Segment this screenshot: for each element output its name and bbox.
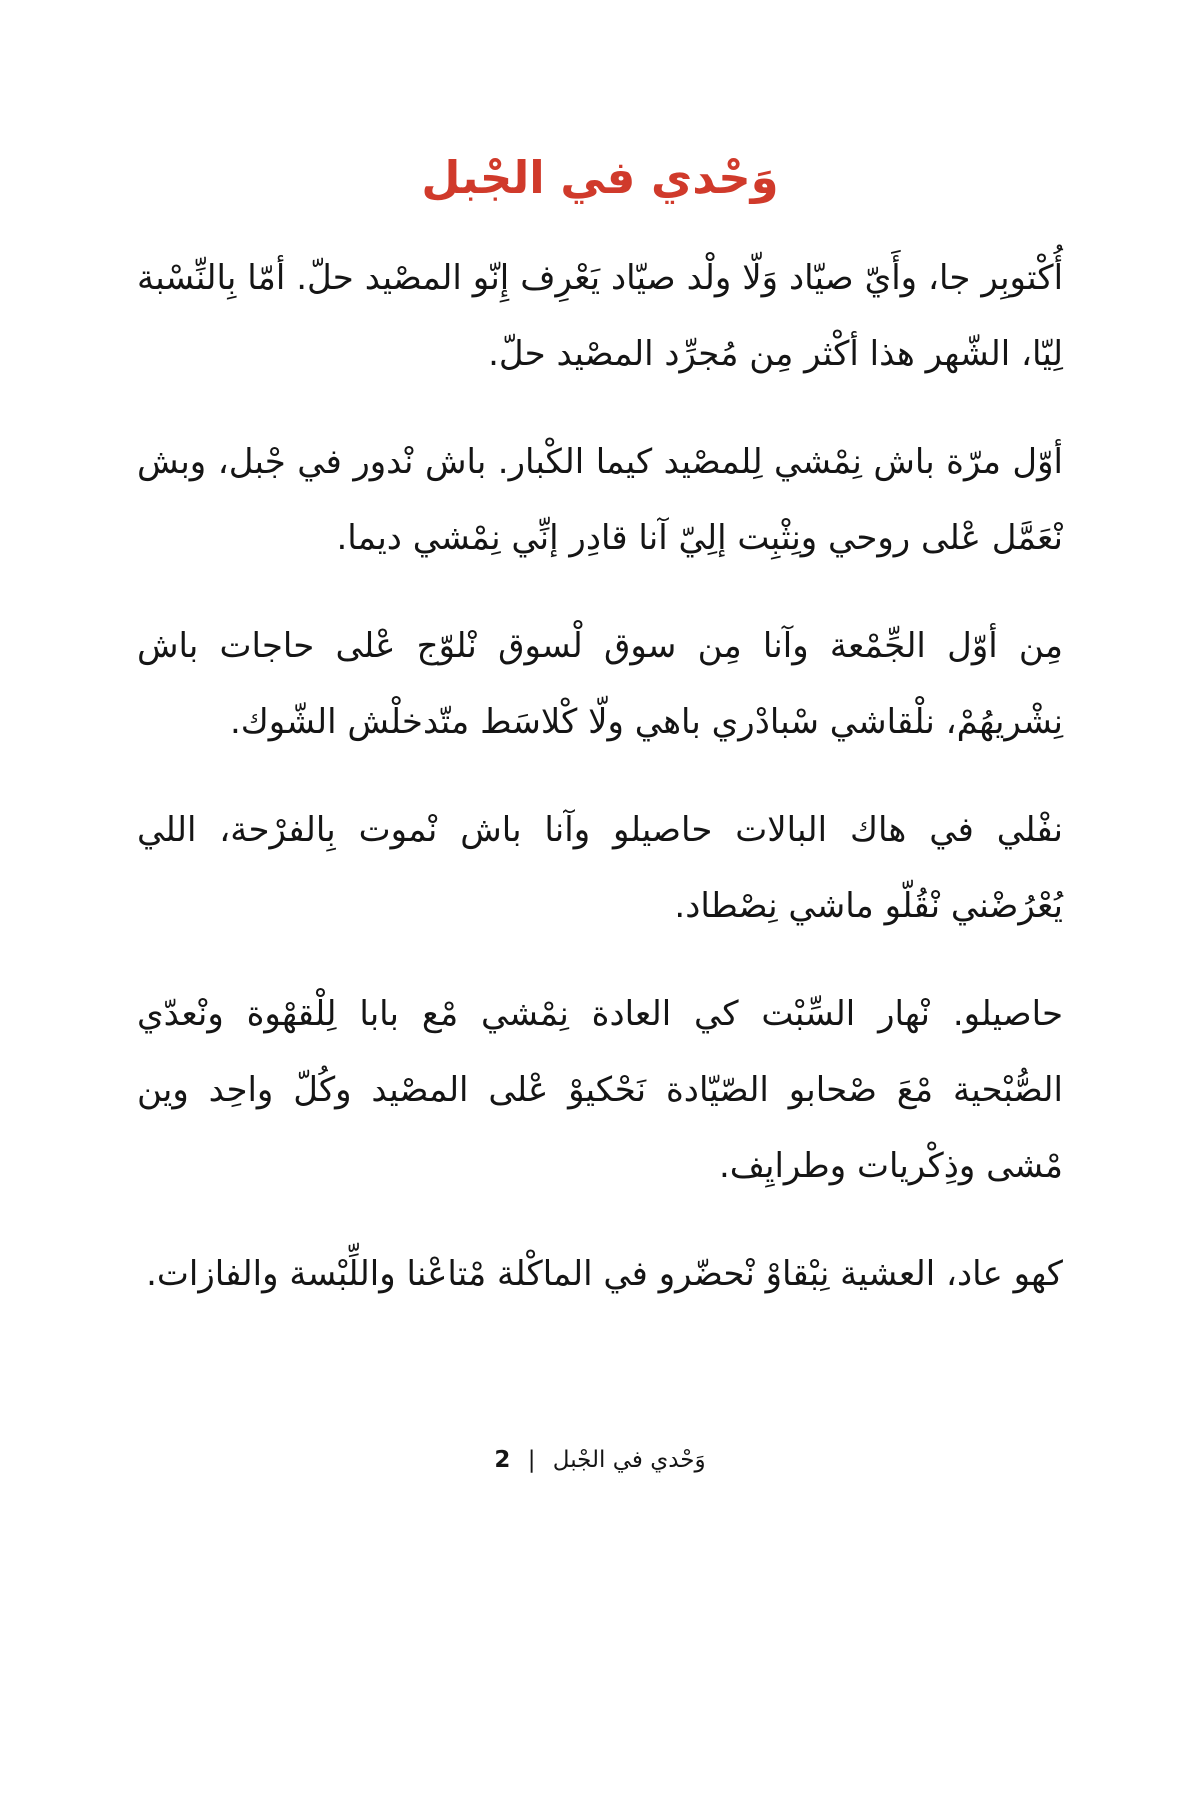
story-paragraph: من أول الجمعة وآنا من سوق لسوق نلوج على حاجات باش نشريهم، نلقاشي سبادري باهي ولا كلاسط متدخلش الشوك. xyxy=(137,626,1063,742)
story-paragraph: أول مرة باش نمشي للمصيد كيما الكبار. باش ندور في جبل، وبش نعمل على روحي ونثبت إلي آنا قادر إني نمشي ديما. xyxy=(137,442,1064,558)
page-footer xyxy=(0,1442,1200,1478)
story-paragraph: نفلي في هاك البالات حاصيلو وآنا باش نموت بالفرحة، اللي يعرضني نقلو ماشي نصطاد. xyxy=(137,810,1063,926)
page-title: وَحْدي في الجْبل xyxy=(421,151,779,204)
footer-title: وحدي في الجبل xyxy=(552,1447,706,1473)
story-paragraph: كهو عاد، العشية نبقاو نحضرو في الماكلة متاعنا واللبسة والفازات. xyxy=(146,1254,1063,1294)
story-paragraphs xyxy=(137,240,1063,1344)
story-paragraph: حاصيلو. نهار السبت كي العادة نمشي مع بابا للقهوة ونعدي الصبحية مع صحابو الصيادة نحكيو على المصيد وكل واحد وين مشى وذكريات وطرايف. xyxy=(137,994,1063,1186)
story-paragraph: أكتوبر جا، وأي صياد ولا ولد صياد يعرف إنو المصيد حل. أما بالنسبة ليا، الشهر هذا أكثر من مجرد المصيد حل. xyxy=(137,258,1064,374)
footer-separator: | xyxy=(527,1447,536,1473)
footer-page-number: 2 xyxy=(494,1447,511,1473)
